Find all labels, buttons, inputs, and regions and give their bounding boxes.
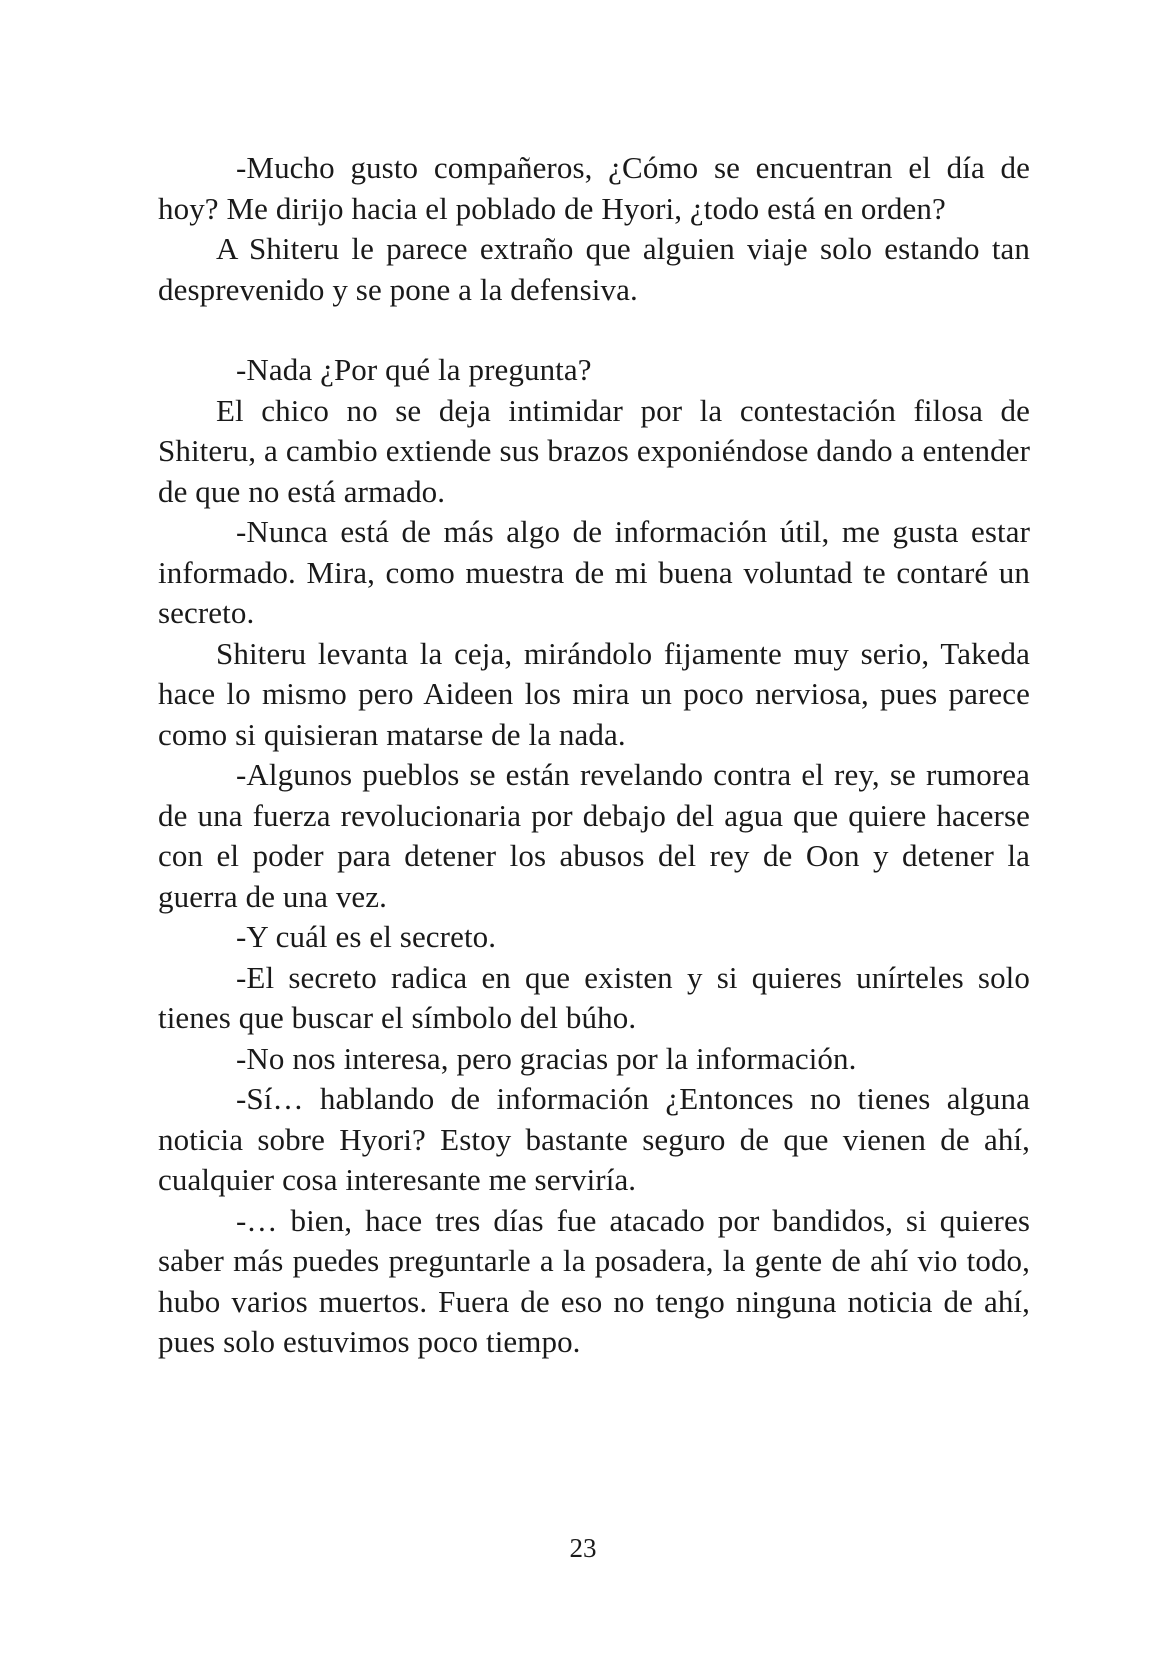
paragraph-3: -Nada ¿Por qué la pregunta? <box>236 352 592 387</box>
paragraph-4: El chico no se deja intimidar por la contestación filosa de Shiteru, a cambio extiende sus brazos exponiéndose dando a entender de que no está armado. <box>158 392 1030 509</box>
paragraph-7: -Algunos pueblos se están revelando contra el rey, se rumorea de una fuerza revolucionaria por debajo del agua que quiere hacerse con el poder para detener los abusos del rey de Oon y detener la guerra de una vez. <box>158 757 1030 914</box>
paragraph-6: Shiteru levanta la ceja, mirándolo fijamente muy serio, Takeda hace lo mismo pero Aideen los mira un poco nerviosa, pues parece como si quisieran matarse de la nada. <box>158 635 1030 752</box>
page-body <box>158 148 1030 1363</box>
paragraph-10: -No nos interesa, pero gracias por la información. <box>236 1040 857 1076</box>
paragraph-2: A Shiteru le parece extraño que alguien viaje solo estando tan desprevenido y se pone a la defensiva. <box>158 231 1030 307</box>
page-number: 23 <box>569 1533 597 1563</box>
paragraph-12: -… bien, hace tres días fue atacado por bandidos, si quieres saber más puedes preguntarle a la posadera, la gente de ahí vio todo, hubo varios muertos. Fuera de eso no tengo ninguna noticia de ahí, pues solo estuvimos poco tiempo. <box>158 1202 1030 1359</box>
paragraph-11: -Sí… hablando de información ¿Entonces no tienes alguna noticia sobre Hyori? Estoy bastante seguro de que vienen de ahí, cualquier cosa interesante me serviría. <box>158 1081 1030 1197</box>
paragraph-5: -Nunca está de más algo de información útil, me gusta estar informado. Mira, como muestra de mi buena voluntad te contaré un secreto. <box>158 514 1030 630</box>
paragraph-1: -Mucho gusto compañeros, ¿Cómo se encuentran el día de hoy? Me dirijo hacia el poblado de Hyori, ¿todo está en orden? <box>158 150 1030 226</box>
paragraph-gap <box>158 310 1030 350</box>
paragraph-9: -El secreto radica en que existen y si quieres unírteles solo tienes que buscar el símbolo del búho. <box>158 959 1030 1035</box>
paragraph-8: -Y cuál es el secreto. <box>236 919 497 954</box>
